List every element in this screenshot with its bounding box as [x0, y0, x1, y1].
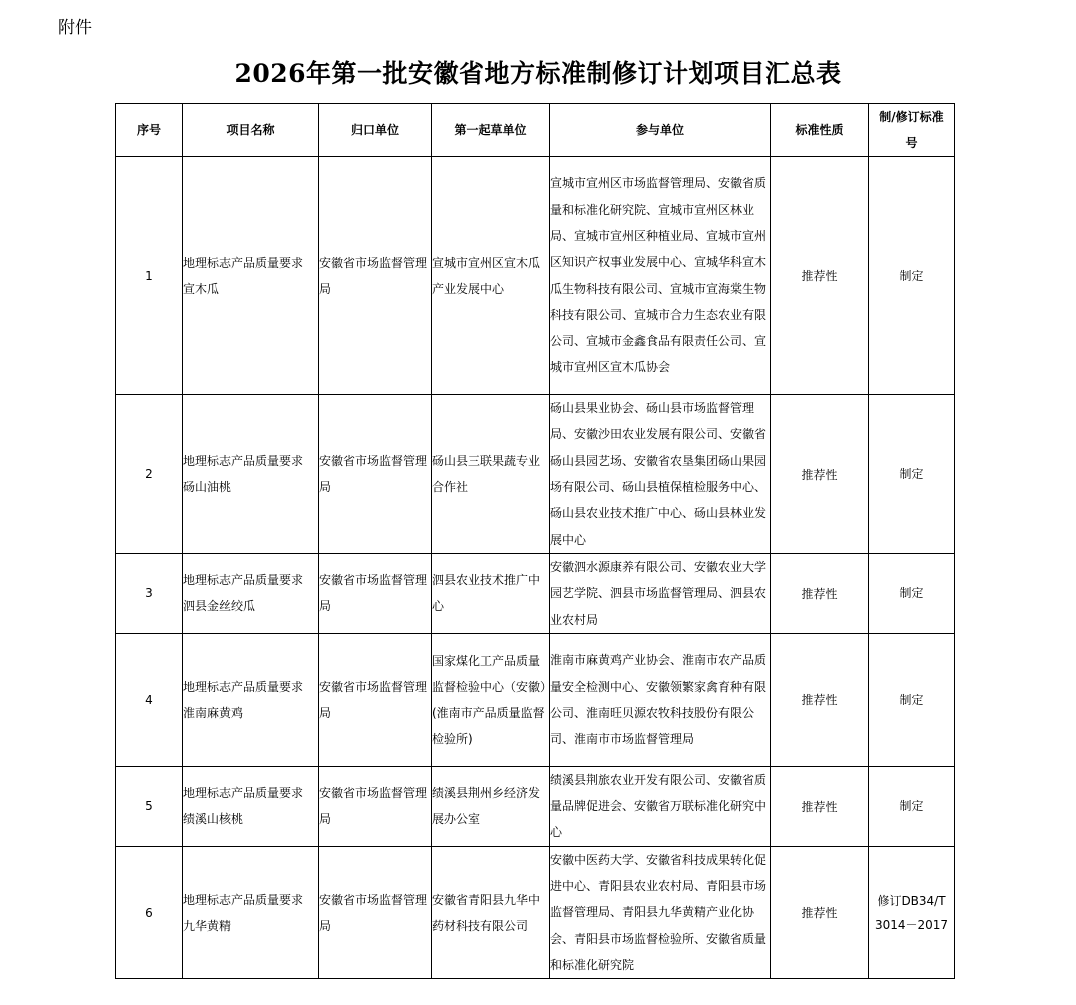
header-row	[116, 104, 955, 157]
cell-first-drafter: 国家煤化工产品质量监督检验中心（安徽）(淮南市产品质量监督检验所)	[432, 633, 550, 766]
document-title: 2026年第一批安徽省地方标准制修订计划项目汇总表	[234, 59, 842, 88]
cell-revision-type: 制定	[869, 157, 955, 395]
cell-no: 3	[116, 554, 183, 634]
cell-project-name: 地理标志产品质量要求 淮南麻黄鸡	[183, 633, 319, 766]
cell-first-drafter: 宣城市宣州区宣木瓜产业发展中心	[432, 157, 550, 395]
cell-responsible-dept: 安徽省市场监督管理局	[319, 846, 432, 978]
header-no: 序号	[116, 104, 183, 157]
cell-standard-nature: 推荐性	[771, 554, 869, 634]
cell-no: 6	[116, 846, 183, 978]
cell-participants: 砀山县果业协会、砀山县市场监督管理局、安徽沙田农业发展有限公司、安徽省砀山县园艺场、安徽省农垦集团砀山果园场有限公司、砀山县植保植检服务中心、砀山县农业技术推广中心、砀山县林业发展中心	[550, 395, 771, 554]
cell-first-drafter: 砀山县三联果蔬专业合作社	[432, 395, 550, 554]
cell-first-drafter: 安徽省青阳县九华中药材科技有限公司	[432, 846, 550, 978]
cell-revision-type: 制定	[869, 554, 955, 634]
cell-standard-nature: 推荐性	[771, 633, 869, 766]
header-participants: 参与单位	[550, 104, 771, 157]
cell-first-drafter: 绩溪县荆州乡经济发展办公室	[432, 766, 550, 846]
table-row	[116, 846, 955, 978]
cell-revision-type: 制定	[869, 766, 955, 846]
cell-project-name: 地理标志产品质量要求 泗县金丝绞瓜	[183, 554, 319, 634]
cell-first-drafter: 泗县农业技术推广中心	[432, 554, 550, 634]
cell-responsible-dept: 安徽省市场监督管理局	[319, 766, 432, 846]
table-row	[116, 395, 955, 554]
header-revision-type: 制/修订标准号	[869, 104, 955, 157]
cell-participants: 安徽中医药大学、安徽省科技成果转化促进中心、青阳县农业农村局、青阳县市场监督管理局、青阳县九华黄精产业化协会、青阳县市场监督检验所、安徽省质量和标准化研究院	[550, 846, 771, 978]
cell-standard-nature: 推荐性	[771, 846, 869, 978]
cell-project-name: 地理标志产品质量要求 绩溪山核桃	[183, 766, 319, 846]
cell-standard-nature: 推荐性	[771, 395, 869, 554]
cell-responsible-dept: 安徽省市场监督管理局	[319, 395, 432, 554]
cell-standard-nature: 推荐性	[771, 766, 869, 846]
cell-revision-type: 制定	[869, 395, 955, 554]
header-responsible-dept: 归口单位	[319, 104, 432, 157]
cell-responsible-dept: 安徽省市场监督管理局	[319, 633, 432, 766]
cell-project-name: 地理标志产品质量要求 宣木瓜	[183, 157, 319, 395]
table-row	[116, 766, 955, 846]
cell-revision-type: 制定	[869, 633, 955, 766]
attachment-label: 附件	[58, 18, 92, 38]
cell-no: 1	[116, 157, 183, 395]
table-row	[116, 633, 955, 766]
cell-participants: 绩溪县荆旅农业开发有限公司、安徽省质量品牌促进会、安徽省万联标准化研究中心	[550, 766, 771, 846]
cell-participants: 安徽泗水源康养有限公司、安徽农业大学园艺学院、泗县市场监督管理局、泗县农业农村局	[550, 554, 771, 634]
cell-responsible-dept: 安徽省市场监督管理局	[319, 157, 432, 395]
header-project-name: 项目名称	[183, 104, 319, 157]
table-row	[116, 554, 955, 634]
plan-summary-table	[115, 103, 955, 979]
cell-participants: 淮南市麻黄鸡产业协会、淮南市农产品质量安全检测中心、安徽领繁家禽育种有限公司、淮南旺贝源农牧科技股份有限公司、淮南市市场监督管理局	[550, 633, 771, 766]
cell-project-name: 地理标志产品质量要求 九华黄精	[183, 846, 319, 978]
cell-no: 5	[116, 766, 183, 846]
cell-no: 4	[116, 633, 183, 766]
header-standard-nature: 标准性质	[771, 104, 869, 157]
cell-no: 2	[116, 395, 183, 554]
cell-participants: 宣城市宣州区市场监督管理局、安徽省质量和标准化研究院、宣城市宣州区林业局、宣城市宣州区种植业局、宣城市宣州区知识产权事业发展中心、宣城华科宣木瓜生物科技有限公司、宣城市宣海棠生物科技有限公司、宣城市合力生态农业有限公司、宣城市金鑫食品有限责任公司、宣城市宣州区宣木瓜协会	[550, 157, 771, 395]
cell-responsible-dept: 安徽省市场监督管理局	[319, 554, 432, 634]
table-row	[116, 157, 955, 395]
cell-standard-nature: 推荐性	[771, 157, 869, 395]
header-first-drafter: 第一起草单位	[432, 104, 550, 157]
cell-project-name: 地理标志产品质量要求 砀山油桃	[183, 395, 319, 554]
cell-revision-type: 修订DB34/T 3014－2017	[869, 846, 955, 978]
